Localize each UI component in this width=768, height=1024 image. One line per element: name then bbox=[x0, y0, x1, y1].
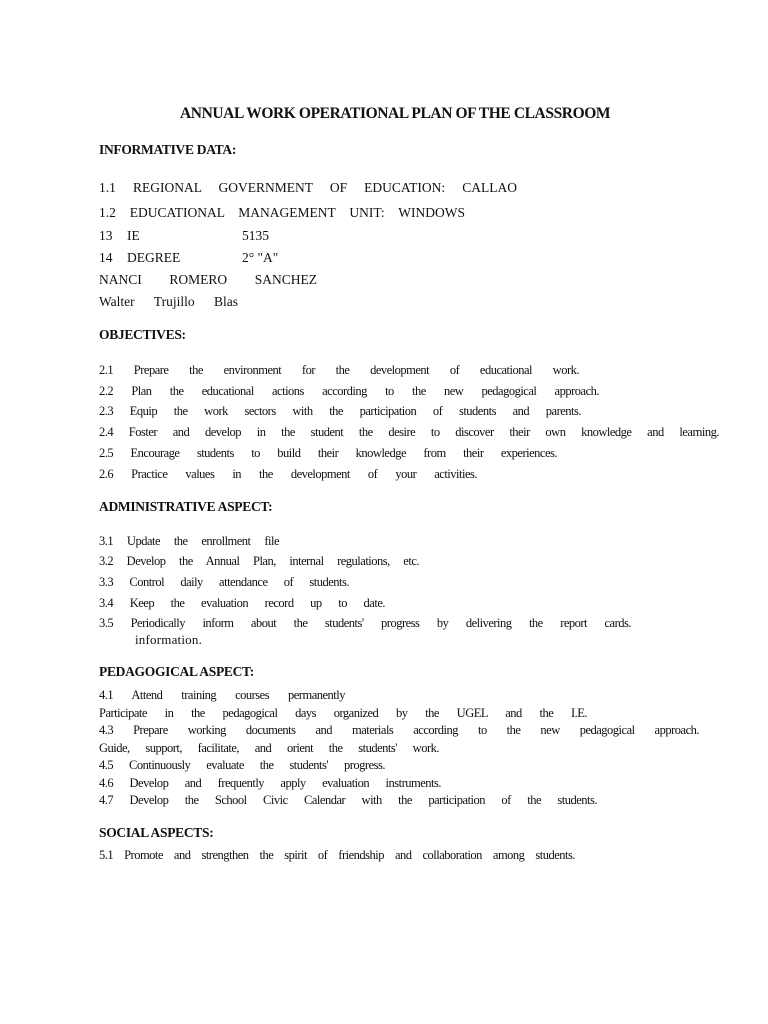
degree-label: DEGREE bbox=[127, 250, 181, 265]
pedagogical-item: Participate in the pedagogical days organized by the UGEL and the I.E. bbox=[99, 706, 587, 720]
administrative-continuation: information. bbox=[135, 632, 203, 647]
pedagogical-item: 4.1 Attend training courses permanently bbox=[99, 688, 345, 702]
objective-item: 2.2 Plan the educational actions according to the new pedagogical approach. bbox=[99, 384, 599, 398]
social-aspects-heading: SOCIAL ASPECTS: bbox=[99, 825, 214, 840]
ie-line bbox=[99, 228, 269, 244]
ie-label: IE bbox=[127, 228, 140, 243]
pedagogical-item: 4.5 Continuously evaluate the students' progress. bbox=[99, 758, 385, 772]
administrative-item: 3.4 Keep the evaluation record up to date. bbox=[99, 596, 385, 610]
pedagogical-item: Guide, support, facilitate, and orient the students' work. bbox=[99, 741, 439, 755]
management-unit-line: 1.2 EDUCATIONAL MANAGEMENT UNIT: WINDOWS bbox=[99, 205, 465, 220]
administrative-item: 3.2 Develop the Annual Plan, internal regulations, etc. bbox=[99, 554, 419, 568]
regional-government-line: 1.1 REGIONAL GOVERNMENT OF EDUCATION: CALLAO bbox=[99, 180, 517, 195]
administrative-item: 3.1 Update the enrollment file bbox=[99, 534, 279, 548]
objective-item: 2.1 Prepare the environment for the development of educational work. bbox=[99, 363, 579, 377]
document-title: ANNUAL WORK OPERATIONAL PLAN OF THE CLASSROOM bbox=[180, 105, 611, 122]
objective-item: 2.5 Encourage students to build their knowledge from their experiences. bbox=[99, 446, 557, 460]
pedagogical-item: 4.7 Develop the School Civic Calendar with the participation of the students. bbox=[99, 793, 597, 807]
degree-number: 14 bbox=[99, 250, 113, 265]
social-item: 5.1 Promote and strengthen the spirit of friendship and collaboration among students. bbox=[99, 848, 575, 862]
ie-number: 13 bbox=[99, 228, 113, 243]
pedagogical-item: 4.3 Prepare working documents and materials according to the new pedagogical approach. bbox=[99, 723, 699, 737]
informative-data-heading: INFORMATIVE DATA: bbox=[99, 142, 237, 157]
administrative-item: 3.5 Periodically inform about the students' progress by delivering the report cards. bbox=[99, 616, 631, 630]
objective-item: 2.6 Practice values in the development of your activities. bbox=[99, 467, 477, 481]
ie-value: 5135 bbox=[242, 228, 269, 243]
degree-value: 2° "A" bbox=[242, 250, 279, 265]
objective-item: 2.3 Equip the work sectors with the participation of students and parents. bbox=[99, 404, 581, 418]
teacher-name-line: NANCI ROMERO SANCHEZ bbox=[99, 272, 317, 287]
pedagogical-item: 4.6 Develop and frequently apply evaluation instruments. bbox=[99, 776, 441, 790]
administrative-item: 3.3 Control daily attendance of students. bbox=[99, 575, 349, 589]
objectives-heading: OBJECTIVES: bbox=[99, 327, 186, 342]
objective-item: 2.4 Foster and develop in the student the desire to discover their own knowledge and learning. bbox=[99, 425, 719, 439]
administrative-aspect-heading: ADMINISTRATIVE ASPECT: bbox=[99, 499, 273, 514]
pedagogical-aspect-heading: PEDAGOGICAL ASPECT: bbox=[99, 664, 254, 679]
second-name-line: Walter Trujillo Blas bbox=[99, 294, 238, 309]
degree-line bbox=[99, 250, 278, 266]
